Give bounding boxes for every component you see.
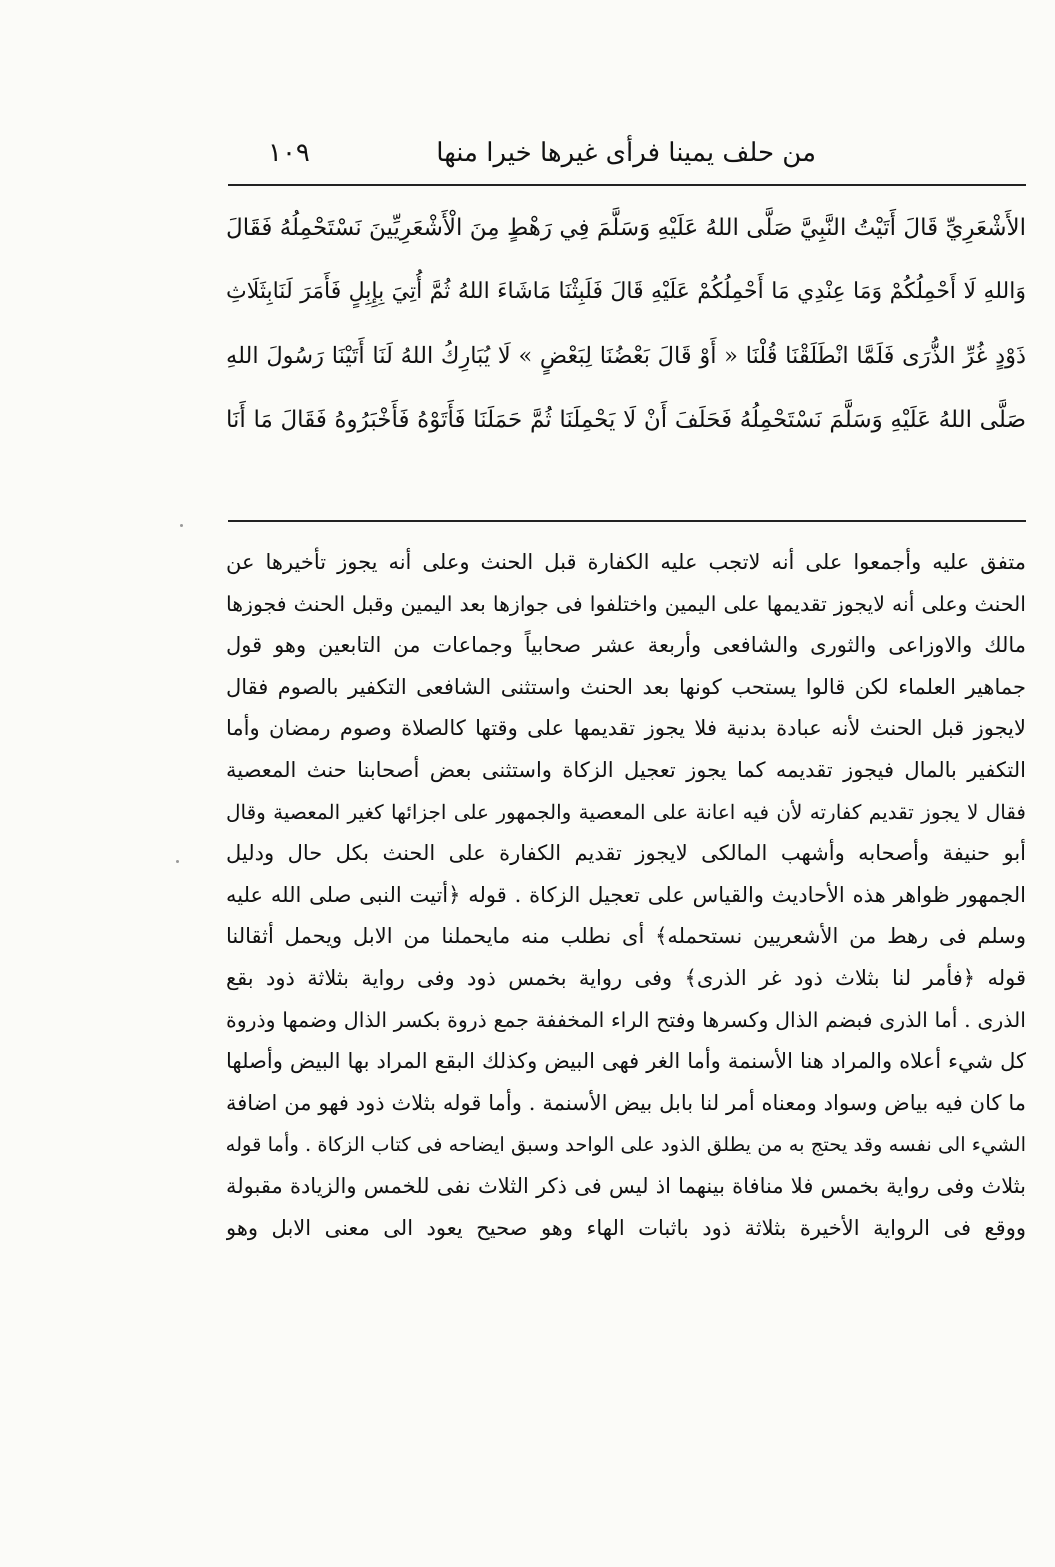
- commentary-line: الجمهور ظواهر هذه الأحاديث والقياس على تعجيل الزكاة . قوله ﴿أتيت النبى صلى الله عليه: [226, 882, 1026, 907]
- hadith-line: صَلَّى اللهُ عَلَيْهِ وَسَلَّمَ نَسْتَحْمِلُهُ فَحَلَفَ أَنْ لَا يَحْمِلَنَا ثُمَّ حَمَلَنَا فَأَتَوْهُ فَأَخْبَرُوهُ فَقَالَ مَا أَنَا: [226, 407, 1026, 433]
- commentary-line: الشيء الى نفسه وقد يحتج به من يطلق الذود على الواحد وسبق ايضاحه فى كتاب الزكاة . وأما قوله: [226, 1133, 1026, 1157]
- header-title: من حلف يمينا فرأى غيرها خيرا منها: [436, 138, 816, 168]
- commentary-line: متفق عليه وأجمعوا على أنه لاتجب عليه الكفارة قبل الحنث وعلى أنه يجوز تأخيرها عن: [226, 550, 1026, 574]
- commentary-line: بثلاث وفى رواية بخمس فلا منافاة بينهما اذ ليس فى ذكر الثلاث نفى للخمس والزيادة مقبولة: [226, 1173, 1026, 1198]
- commentary-line: الحنث وعلى أنه لايجوز تقديمها على اليمين واختلفوا فى جوازها بعد اليمين وقبل الحنث فجوزها: [226, 591, 1026, 616]
- commentary-line: الذرى . أما الذرى فبضم الذال وكسرها وفتح الراء المخففة جمع ذروة بكسر الذال وضمها وذروة: [226, 1007, 1026, 1032]
- commentary-line: ووقع فى الرواية الأخيرة بثلاثة ذود باثبات الهاء وهو صحيح يعود الى معنى الابل وهو: [226, 1215, 1026, 1240]
- commentary-line: كل شيء أعلاه والمراد هنا الأسنمة وأما الغر فهى البيض وكذلك البقع المراد بها البيض وأصلها: [226, 1049, 1026, 1074]
- scan-speck: [180, 524, 183, 527]
- scan-speck: [176, 860, 179, 863]
- commentary-line: وسلم فى رهط من الأشعريين نستحمله﴾ أى نطلب منه مايحملنا من الابل ويحمل أثقالنا: [226, 924, 1026, 949]
- commentary-line: ما كان فيه بياض وسواد ومعناه أمر لنا بابل بيض الأسنمة . وأما قوله بثلاث ذود فهو من اضافة: [226, 1090, 1026, 1115]
- scan-margin-specks: [168, 500, 198, 1000]
- commentary-line: جماهير العلماء لكن قالوا يستحب كونها بعد الحنث واستثنى الشافعى التكفير بالصوم فقال: [226, 674, 1026, 699]
- commentary-line: التكفير بالمال فيجوز تقديمه كما يجوز تعجيل الزكاة واستثنى بعض أصحابنا حنث المعصية: [226, 757, 1026, 782]
- commentary-line: فقال لا يجوز تقديم كفارته لأن فيه اعانة على المعصية والجمهور على اجزائها كغير المعصية وقال: [226, 799, 1026, 824]
- hadith-line: الأَشْعَرِيِّ قَالَ أَتَيْتُ النَّبِيَّ صَلَّى اللهُ عَلَيْهِ وَسَلَّمَ فِي رَهْطٍ مِنَ الْأَشْعَرِيِّينَ نَسْتَحْمِلُهُ فَقَالَ: [226, 215, 1026, 241]
- page-number: ١٠٩: [268, 138, 310, 168]
- commentary-text: [226, 542, 1026, 1249]
- commentary-line: مالك والاوزاعى والثورى والشافعى وأربعة عشر صحابياً وجماعات من التابعين وهو قول: [226, 633, 1026, 658]
- header-rule: [228, 184, 1026, 186]
- running-header: [228, 138, 1026, 182]
- commentary-line: أبو حنيفة وأصحابه وأشهب المالكى لايجوز تقديم الكفارة على الحنث بكل حال ودليل: [226, 841, 1026, 866]
- commentary-line: لايجوز قبل الحنث لأنه عبادة بدنية فلا يجوز تقديمها على وقتها كالصلاة وصوم رمضان وأما: [226, 716, 1026, 741]
- hadith-text: [226, 196, 1026, 452]
- hadith-line: ذَوْدٍ غُرِّ الذُّرَى فَلَمَّا انْطَلَقْنَا قُلْنَا « أَوْ قَالَ بَعْضُنَا لِبَعْضٍ » لَا يُبَارِكُ اللهُ لَنَا أَتَيْنَا رَسُولَ اللهِ: [226, 343, 1026, 369]
- commentary-line: قوله ﴿فأمر لنا بثلاث ذود غر الذرى﴾ وفى رواية بخمس ذود وفى رواية بثلاثة ذود بقع: [226, 965, 1026, 990]
- hadith-line: وَاللهِ لَا أَحْمِلُكُمْ وَمَا عِنْدِي مَا أَحْمِلُكُمْ عَلَيْهِ قَالَ فَلَبِثْنَا مَاشَاءَ اللهُ ثُمَّ أُتِيَ بِإِبِلٍ فَأَمَرَ لَنَابِثَلَاثِ: [226, 279, 1026, 304]
- section-divider: [228, 520, 1026, 522]
